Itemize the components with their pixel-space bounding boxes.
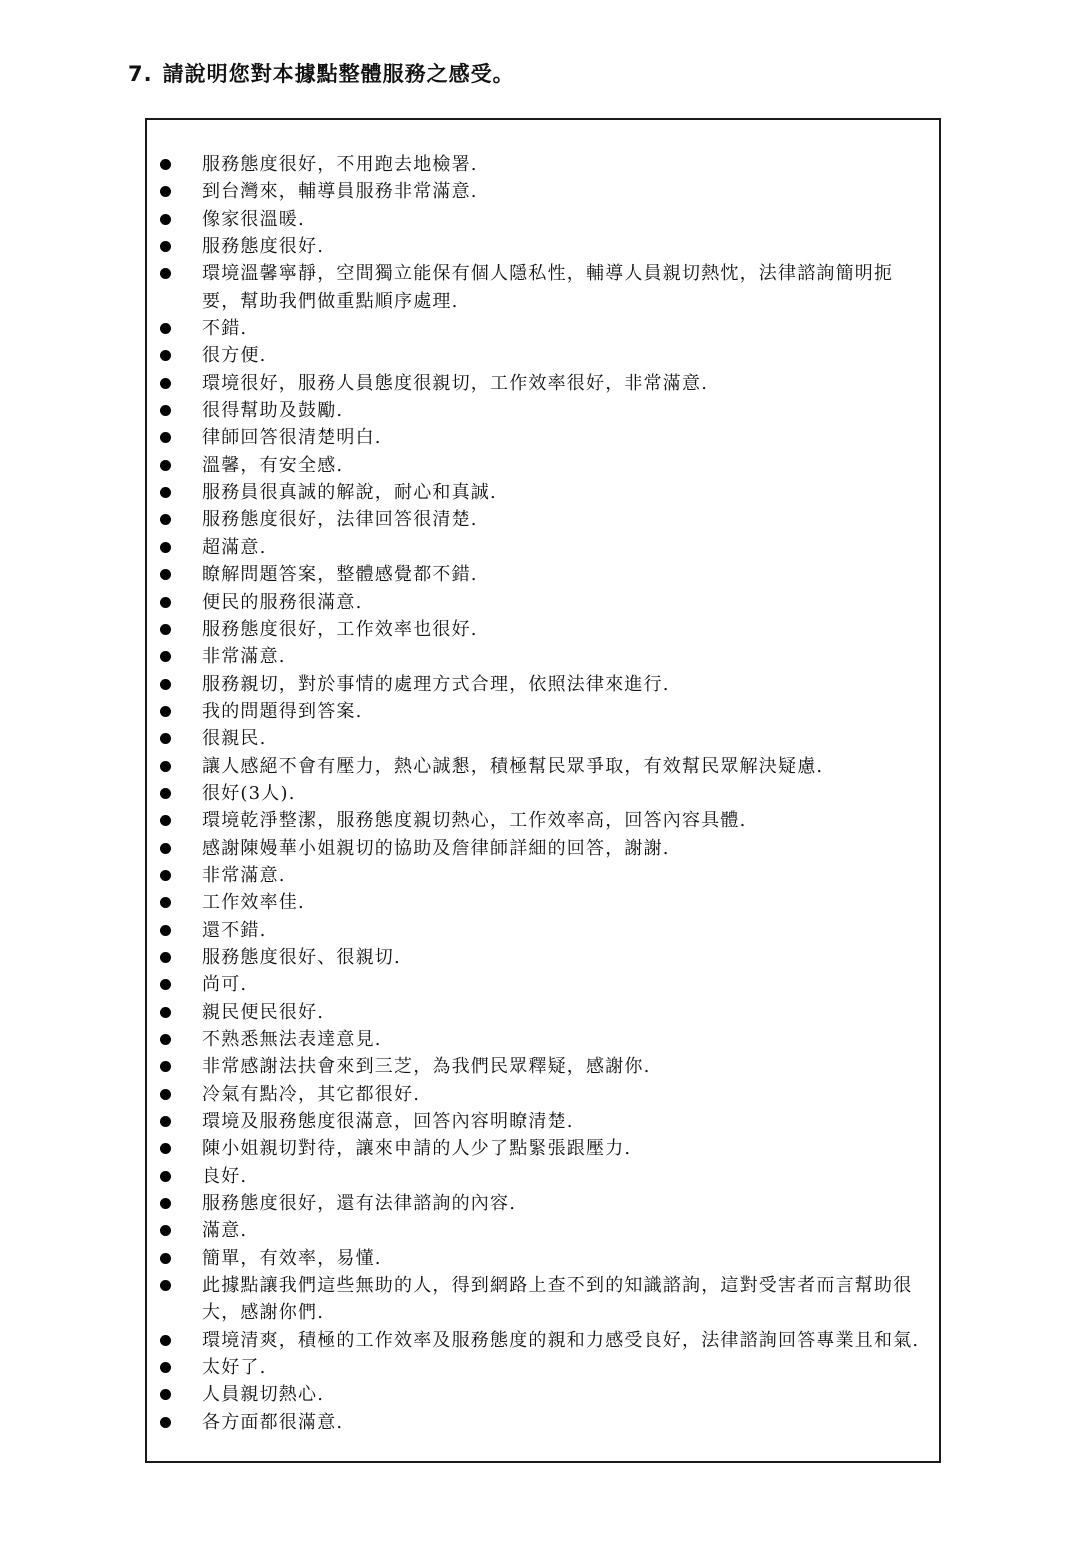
- answer-text: 環境溫馨寧靜，空間獨立能保有個人隱私性，輔導人員親切熱忱，法律諮詢簡明扼要，幫助我們做重點順序處理.: [202, 263, 894, 312]
- answer-text: 環境及服務態度很滿意，回答內容明瞭清楚.: [202, 1111, 574, 1133]
- answer-text: 不錯.: [202, 318, 248, 340]
- answer-item: [147, 315, 939, 342]
- answer-item: [147, 1190, 939, 1217]
- answer-item: [147, 479, 939, 506]
- answer-item: [147, 835, 939, 862]
- bullet-icon: [160, 788, 171, 799]
- bullet-icon: [160, 514, 171, 525]
- bullet-icon: [160, 432, 171, 443]
- answer-item: [147, 506, 939, 533]
- answer-text: 各方面都很滿意.: [202, 1411, 344, 1433]
- bullet-icon: [160, 1362, 171, 1373]
- answer-text: 服務態度很好，不用跑去地檢署.: [202, 154, 478, 175]
- bullet-icon: [160, 1198, 171, 1209]
- answer-item: [147, 1381, 939, 1408]
- answer-text: 很好(3人).: [202, 782, 296, 804]
- answer-item: [147, 1272, 939, 1327]
- answer-item: [147, 1163, 939, 1190]
- bullet-icon: [160, 952, 171, 963]
- answer-item: [147, 917, 939, 944]
- answer-text: 服務親切，對於事情的處理方式合理，依照法律來進行.: [202, 673, 670, 695]
- answer-text: 便民的服務很滿意.: [202, 591, 363, 613]
- answer-item: [147, 561, 939, 588]
- answer-text: 感謝陳嫚華小姐親切的協助及詹律師詳細的回答，謝謝.: [202, 837, 670, 859]
- answer-item: [147, 1108, 939, 1135]
- bullet-icon: [160, 679, 171, 690]
- bullet-icon: [160, 1007, 171, 1018]
- answer-item: [147, 151, 939, 178]
- answer-text: 非常滿意.: [202, 864, 286, 886]
- bullet-icon: [160, 1389, 171, 1400]
- bullet-icon: [160, 815, 171, 826]
- answer-item: [147, 1217, 939, 1244]
- bullet-icon: [160, 1116, 171, 1127]
- bullet-icon: [160, 1335, 171, 1346]
- answer-item: [147, 725, 939, 752]
- answer-item: [147, 698, 939, 725]
- bullet-icon: [160, 268, 171, 279]
- bullet-icon: [160, 1225, 171, 1236]
- bullet-icon: [160, 460, 171, 471]
- answer-text: 很得幫助及鼓勵.: [202, 400, 344, 422]
- answer-item: [147, 1081, 939, 1108]
- answer-item: [147, 424, 939, 451]
- bullet-icon: [160, 843, 171, 854]
- bullet-icon: [160, 350, 171, 361]
- answer-text: 非常感謝法扶會來到三芝，為我們民眾釋疑，感謝你.: [202, 1056, 651, 1078]
- answer-item: [147, 589, 939, 616]
- answer-item: [147, 944, 939, 971]
- bullet-icon: [160, 159, 171, 170]
- bullet-icon: [160, 1143, 171, 1154]
- question-number: 7.: [128, 62, 153, 86]
- bullet-icon: [160, 897, 171, 908]
- answer-text: 很方便.: [202, 345, 267, 367]
- answer-item: [147, 643, 939, 670]
- answer-item: [147, 206, 939, 233]
- bullet-icon: [160, 214, 171, 225]
- answer-item: [147, 260, 939, 315]
- bullet-icon: [160, 487, 171, 498]
- answer-text: 溫馨，有安全感.: [202, 454, 344, 476]
- answer-text: 非常滿意.: [202, 646, 286, 668]
- bullet-icon: [160, 1034, 171, 1045]
- bullet-icon: [160, 761, 171, 772]
- bullet-icon: [160, 597, 171, 608]
- answer-text: 環境清爽，積極的工作效率及服務態度的親和力感受良好，法律諮詢回答專業且和氣.: [202, 1329, 920, 1351]
- bullet-icon: [160, 1171, 171, 1182]
- answer-item: [147, 1245, 939, 1272]
- answer-text: 我的問題得到答案.: [202, 700, 363, 722]
- bullet-icon: [160, 1417, 171, 1428]
- answer-text: 還不錯.: [202, 919, 267, 941]
- bullet-icon: [160, 569, 171, 580]
- bullet-icon: [160, 624, 171, 635]
- bullet-icon: [160, 323, 171, 334]
- answer-item: [147, 1135, 939, 1162]
- answer-text: 滿意.: [202, 1220, 248, 1242]
- answer-text: 人員親切熱心.: [202, 1384, 325, 1406]
- answer-text: 很親民.: [202, 728, 267, 750]
- bullet-icon: [160, 979, 171, 990]
- answer-item: [147, 1327, 939, 1354]
- answer-text: 環境乾淨整潔，服務態度親切熱心，工作效率高，回答內容具體.: [202, 810, 747, 832]
- answer-item: [147, 780, 939, 807]
- answer-text: 服務態度很好，還有法律諮詢的內容.: [202, 1193, 517, 1215]
- answer-text: 不熟悉無法表達意見.: [202, 1029, 382, 1050]
- bullet-icon: [160, 405, 171, 416]
- bullet-icon: [160, 542, 171, 553]
- answer-text: 瞭解問題答案，整體感覺都不錯.: [202, 564, 478, 586]
- answer-item: [147, 397, 939, 424]
- answer-item: [147, 1409, 939, 1436]
- bullet-icon: [160, 925, 171, 936]
- bullet-icon: [160, 378, 171, 389]
- bullet-icon: [160, 870, 171, 881]
- bullet-icon: [160, 1280, 171, 1291]
- answer-text: 環境很好，服務人員態度很親切，工作效率很好，非常滿意.: [202, 372, 709, 394]
- answer-text: 陳小姐親切對待，讓來申請的人少了點緊張跟壓力.: [202, 1138, 632, 1160]
- answer-box: [145, 118, 941, 1463]
- answer-item: [147, 178, 939, 205]
- answer-text: 服務員很真誠的解說，耐心和真誠.: [202, 482, 497, 504]
- answer-item: [147, 1026, 939, 1053]
- answer-list: [147, 151, 939, 1436]
- answer-item: [147, 753, 939, 780]
- question-text: 請說明您對本據點整體服務之感受。: [162, 62, 515, 86]
- answer-item: [147, 889, 939, 916]
- answer-text: 簡單，有效率，易懂.: [202, 1247, 382, 1269]
- answer-item: [147, 233, 939, 260]
- answer-item: [147, 807, 939, 834]
- answer-item: [147, 1053, 939, 1080]
- bullet-icon: [160, 1061, 171, 1072]
- answer-text: 服務態度很好.: [202, 236, 325, 258]
- answer-text: 服務態度很好，法律回答很清楚.: [202, 509, 478, 531]
- answer-text: 冷氣有點冷，其它都很好.: [202, 1083, 421, 1105]
- bullet-icon: [160, 1089, 171, 1100]
- answer-item: [147, 671, 939, 698]
- answer-text: 讓人感絕不會有壓力，熱心誠懇，積極幫民眾爭取，有效幫民眾解決疑慮.: [202, 755, 824, 777]
- bullet-icon: [160, 733, 171, 744]
- answer-text: 像家很溫暖.: [202, 208, 305, 230]
- answer-text: 親民便民很好.: [202, 1001, 325, 1023]
- answer-text: 太好了.: [202, 1357, 267, 1379]
- answer-item: [147, 999, 939, 1026]
- answer-text: 尚可.: [202, 974, 248, 996]
- answer-item: [147, 452, 939, 479]
- answer-text: 超滿意.: [202, 536, 267, 558]
- answer-text: 律師回答很清楚明白.: [202, 427, 382, 449]
- answer-item: [147, 1354, 939, 1381]
- answer-text: 服務態度很好、很親切.: [202, 946, 401, 968]
- answer-item: [147, 971, 939, 998]
- answer-text: 到台灣來，輔導員服務非常滿意.: [202, 181, 478, 203]
- bullet-icon: [160, 1253, 171, 1264]
- bullet-icon: [160, 241, 171, 252]
- bullet-icon: [160, 706, 171, 717]
- question-heading: [128, 58, 515, 88]
- answer-item: [147, 370, 939, 397]
- answer-item: [147, 862, 939, 889]
- bullet-icon: [160, 651, 171, 662]
- answer-text: 此據點讓我們這些無助的人，得到網路上查不到的知識諮詢，這對受害者而言幫助很大，感謝你們.: [202, 1275, 913, 1324]
- bullet-icon: [160, 186, 171, 197]
- answer-text: 良好.: [202, 1165, 248, 1187]
- answer-text: 服務態度很好，工作效率也很好.: [202, 618, 478, 640]
- answer-item: [147, 534, 939, 561]
- answer-item: [147, 342, 939, 369]
- answer-text: 工作效率佳.: [202, 892, 305, 914]
- answer-item: [147, 616, 939, 643]
